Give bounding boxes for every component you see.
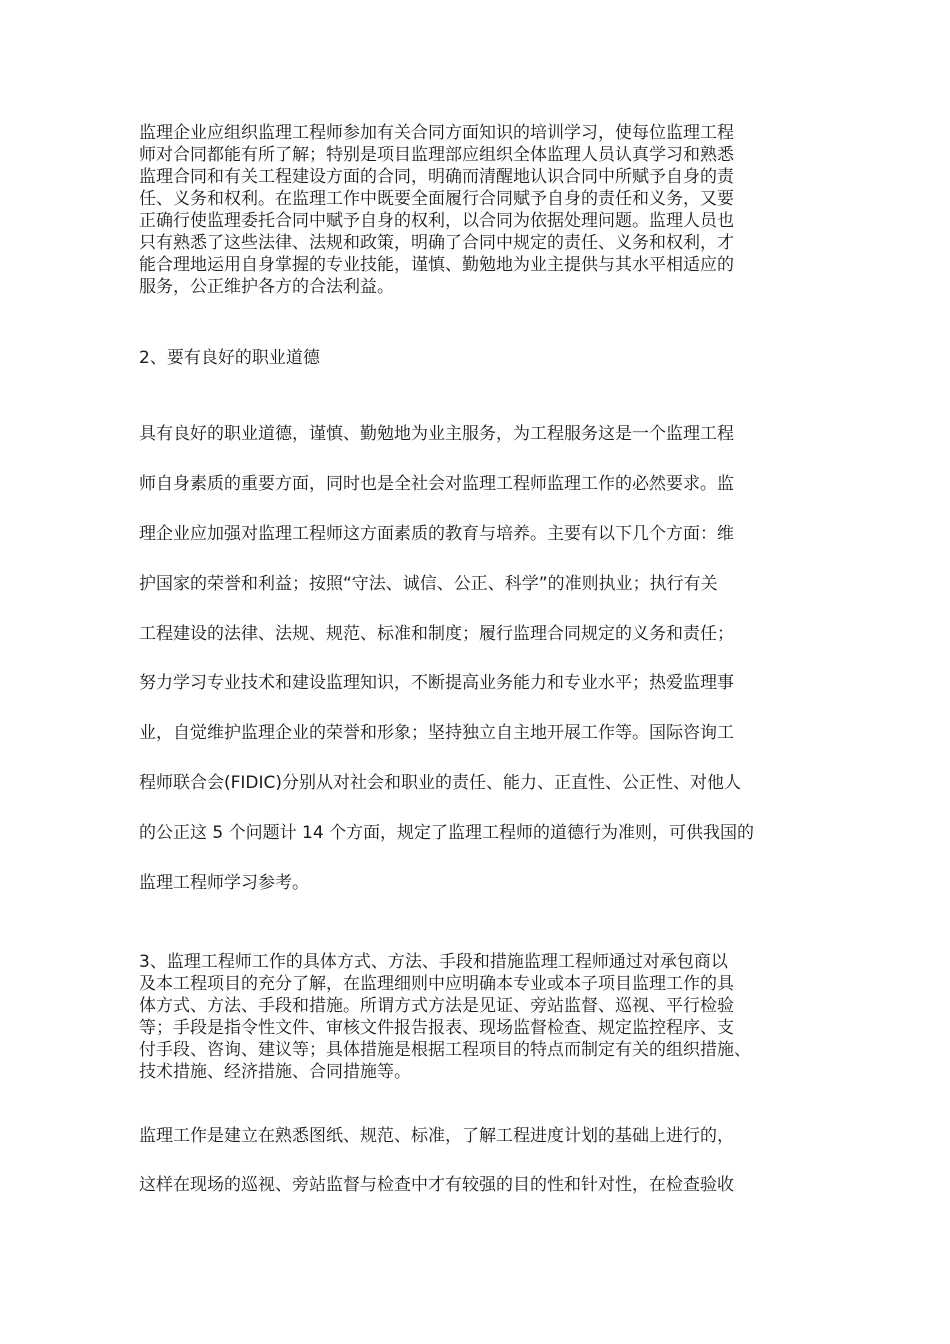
text-line: 只有熟悉了这些法律、法规和政策，明确了合同中规定的责任、义务和权利，才 — [139, 233, 734, 253]
text-line: 师对合同都能有所了解；特别是项目监理部应组织全体监理人员认真学习和熟悉 — [139, 145, 734, 165]
text-line: 正确行使监理委托合同中赋予自身的权利，以合同为依据处理问题。监理人员也 — [139, 211, 734, 231]
text-line: 等；手段是指令性文件、审核文件报告报表、现场监督检查、规定监控程序、支 — [139, 1018, 734, 1038]
text-line: 监理工作是建立在熟悉图纸、规范、标准，了解工程进度计划的基础上进行的， — [139, 1126, 734, 1146]
text-line: 监理企业应组织监理工程师参加有关合同方面知识的培训学习，使每位监理工程 — [139, 123, 734, 143]
text-line: 及本工程项目的充分了解，在监理细则中应明确本专业或本子项目监理工作的具 — [139, 974, 734, 994]
text-line: 的公正这 5 个问题计 14 个方面，规定了监理工程师的道德行为准则，可供我国的 — [139, 823, 755, 843]
text-line: 监理工程师学习参考。 — [139, 873, 309, 893]
text-line: 师自身素质的重要方面，同时也是全社会对监理工程师监理工作的必然要求。监 — [139, 474, 734, 494]
text-line: 工程建设的法律、法规、规范、标准和制度；履行监理合同规定的义务和责任； — [139, 624, 734, 644]
text-line: 业，自觉维护监理企业的荣誉和形象；坚持独立自主地开展工作等。国际咨询工 — [139, 723, 734, 743]
text-line: 付手段、咨询、建议等；具体措施是根据工程项目的特点而制定有关的组织措施、 — [139, 1040, 751, 1060]
text-line: 具有良好的职业道德，谨慎、勤勉地为业主服务，为工程服务这是一个监理工程 — [139, 424, 734, 444]
text-line: 任、义务和权利。在监理工作中既要全面履行合同赋予自身的责任和义务，又要 — [139, 189, 734, 209]
text-line: 体方式、方法、手段和措施。所谓方式方法是见证、旁站监督、巡视、平行检验 — [139, 996, 734, 1016]
text-line: 能合理地运用自身掌握的专业技能，谨慎、勤勉地为业主提供与其水平相适应的 — [139, 255, 734, 275]
text-line: 护国家的荣誉和利益；按照“守法、诚信、公正、科学”的准则执业；执行有关 — [139, 574, 718, 594]
text-line: 理企业应加强对监理工程师这方面素质的教育与培养。主要有以下几个方面：维 — [139, 524, 734, 544]
text-line: 程师联合会(FIDIC)分别从对社会和职业的责任、能力、正直性、公正性、对他人 — [139, 773, 742, 793]
text-line: 服务，公正维护各方的合法利益。 — [139, 277, 394, 297]
text-line: 监理合同和有关工程建设方面的合同，明确而清醒地认识合同中所赋予自身的责 — [139, 167, 734, 187]
text-line: 努力学习专业技术和建设监理知识，不断提高业务能力和专业水平；热爱监理事 — [139, 673, 734, 693]
section-heading: 2、要有良好的职业道德 — [139, 348, 320, 368]
text-line: 技术措施、经济措施、合同措施等。 — [139, 1062, 411, 1082]
text-line: 3、监理工程师工作的具体方式、方法、手段和措施监理工程师通过对承包商以 — [139, 952, 728, 972]
text-line: 这样在现场的巡视、旁站监督与检查中才有较强的目的性和针对性，在检查验收 — [139, 1175, 734, 1195]
